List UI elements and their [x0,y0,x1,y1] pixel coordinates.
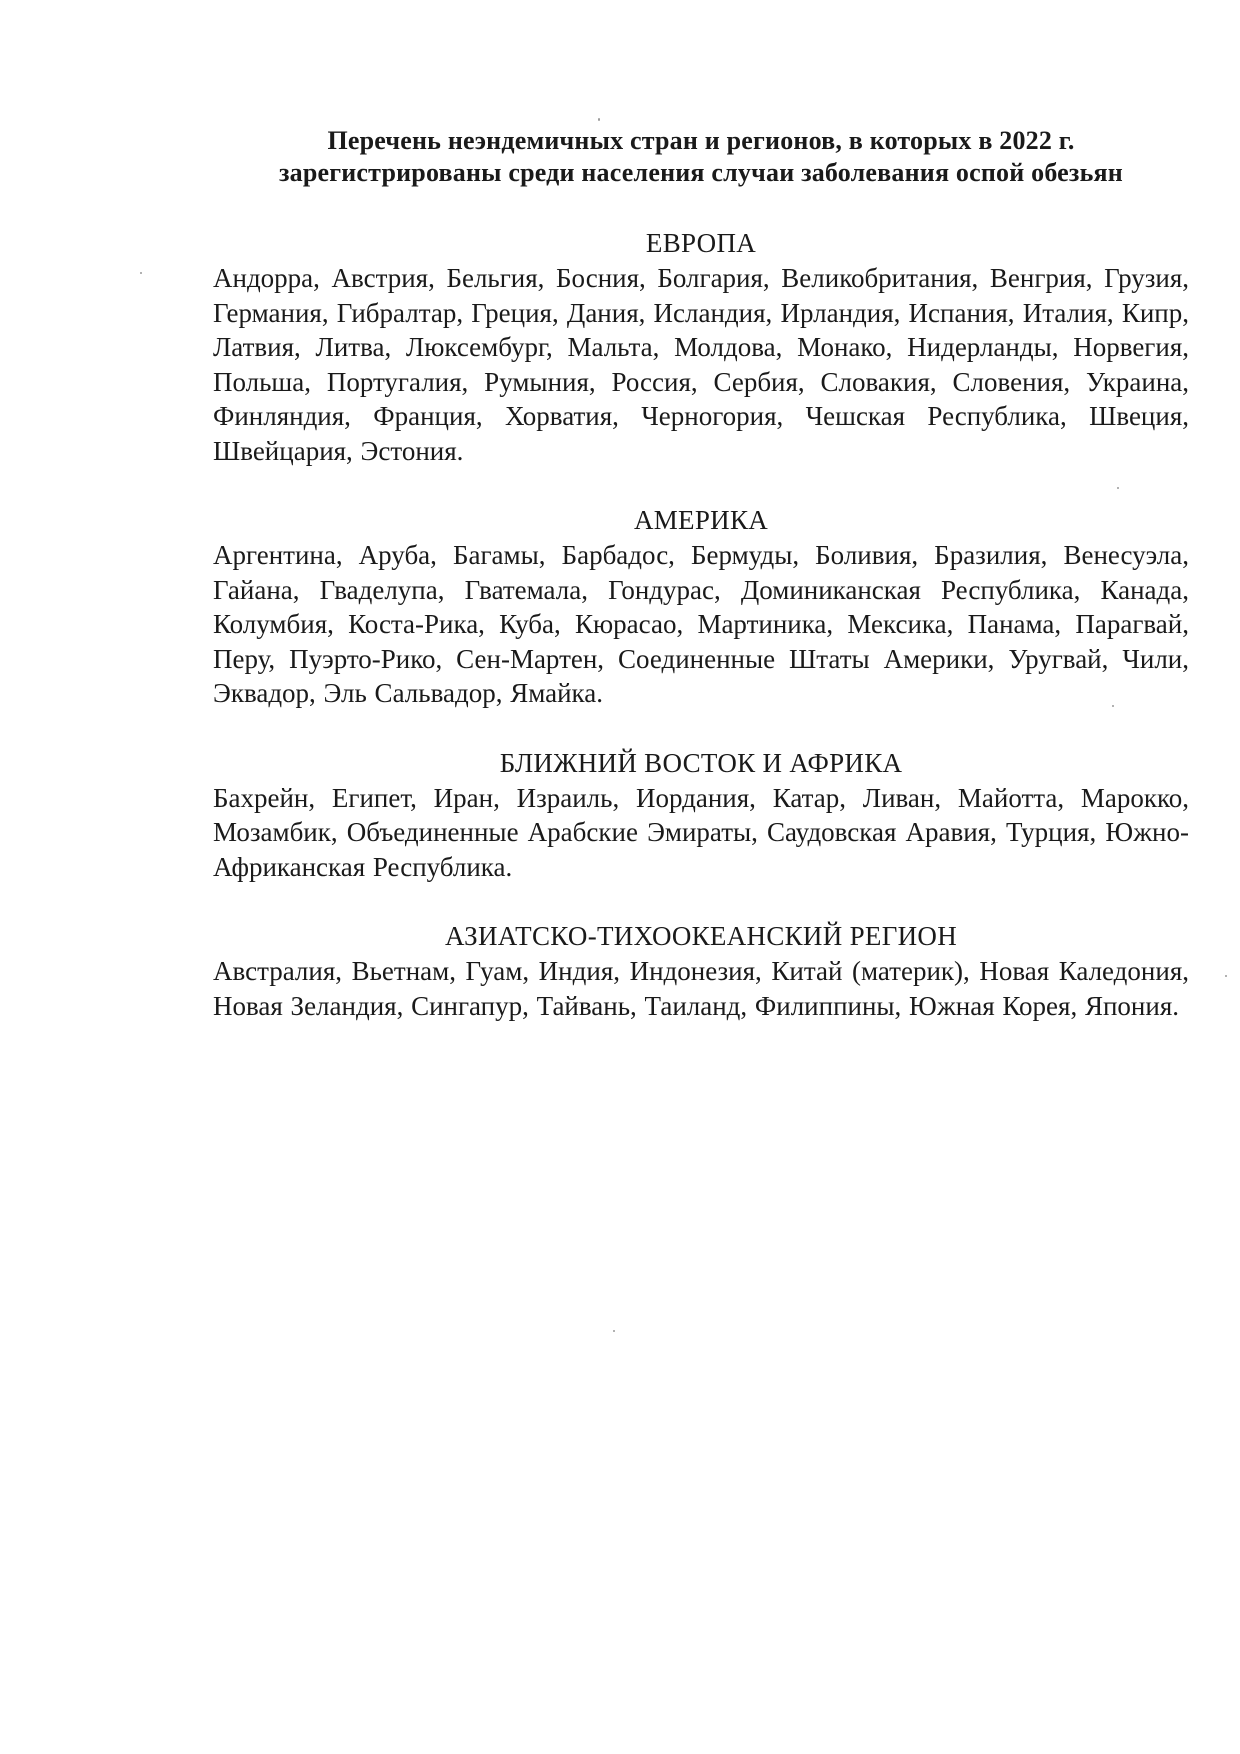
scan-speck [613,1330,615,1332]
section-text-america: Аргентина, Аруба, Багамы, Барбадос, Бермуды, Боливия, Бразилия, Венесуэла, Гайана, Гваделупа, Гватемала, Гондурас, Доминиканская Республика, Канада, Колумбия, Коста-Рика, Куба, Кюрасао, Мартиника, Мексика, Панама, Парагвай, Перу, Пуэрто-Рико, Сен-Мартен, Соединенные Штаты Америки, Уругвай, Чили, Эквадор, Эль Сальвадор, Ямайка. [213,540,1189,708]
section-text-europe: Андорра, Австрия, Бельгия, Босния, Болгария, Великобритания, Венгрия, Грузия, Германия, Гибралтар, Греция, Дания, Исландия, Ирландия, Испания, Италия, Кипр, Латвия, Литва, Люксембург, Мальта, Молдова, Монако, Нидерланды, Норвегия, Польша, Португалия, Румыния, Россия, Сербия, Словакия, Словения, Украина, Финляндия, Франция, Хорватия, Черногория, Чешская Республика, Швеция, Швейцария, Эстония. [213,263,1189,466]
section-text-asia-pacific: Австралия, Вьетнам, Гуам, Индия, Индонезия, Китай (материк), Новая Каледония, Новая Зеландия, Сингапур, Тайвань, Таиланд, Филиппины, Южная Корея, Япония. [213,956,1189,1021]
section-america [213,504,1189,711]
document-content [213,125,1189,1059]
section-heading-america: АМЕРИКА [633,505,769,535]
section-heading-middle-east-africa: БЛИЖНИЙ ВОСТОК И АФРИКА [499,747,903,778]
page-title [213,125,1189,189]
scan-speck [140,272,142,274]
section-heading-asia-pacific: АЗИАТСКО-ТИХООКЕАНСКИЙ РЕГИОН [445,921,957,951]
title-line-1: Перечень неэндемичных стран и регионов, в которых в 2022 г. [327,126,1075,155]
scan-speck [598,118,600,121]
section-middle-east-africa [213,747,1189,885]
section-europe [213,227,1189,468]
section-heading-europe: ЕВРОПА [645,228,757,258]
section-asia-pacific [213,920,1189,1023]
title-line-2: зарегистрированы среди населения случаи заболевания оспой обезьян [279,158,1123,187]
scan-speck [1225,975,1227,977]
section-text-middle-east-africa: Бахрейн, Египет, Иран, Израиль, Иордания, Катар, Ливан, Майотта, Марокко, Мозамбик, Объединенные Арабские Эмираты, Саудовская Аравия, Турция, Южно-Африканская Республика. [213,782,1189,882]
